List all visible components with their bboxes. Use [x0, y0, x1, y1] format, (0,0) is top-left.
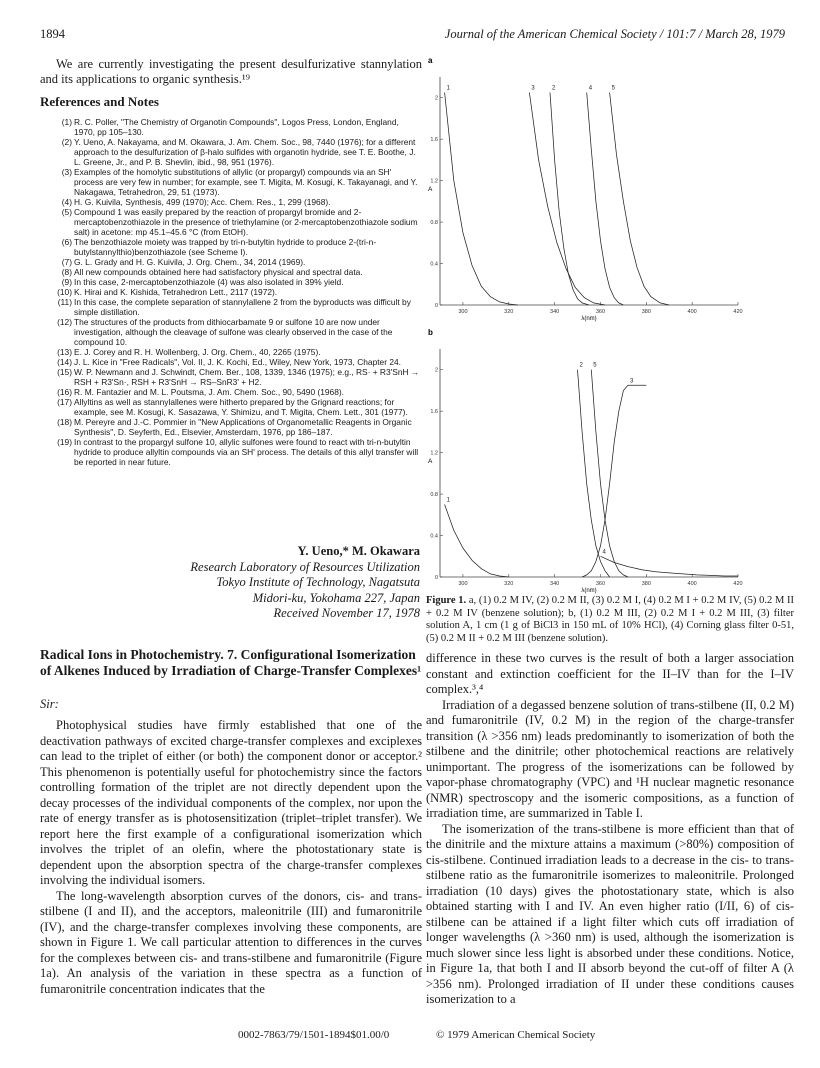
- x-axis-label: λ(nm): [581, 316, 597, 322]
- page-number: 1894: [40, 27, 65, 41]
- y-tick-label: 0.8: [430, 492, 438, 499]
- x-tick-label: 300: [458, 309, 468, 315]
- reference-item: [52, 137, 422, 167]
- x-tick-label: 340: [550, 581, 560, 587]
- footer-code: 0002-7863/79/1501-1894$01.00/0: [238, 1029, 390, 1041]
- reference-item: [52, 277, 422, 287]
- reference-text: J. L. Kice in "Free Radicals", Vol. II, J. K. Kochi, Ed., Wiley, New York, 1973, Chapter 24.: [74, 357, 401, 367]
- reference-item: [52, 267, 422, 277]
- y-tick-label: 0.4: [430, 261, 438, 268]
- panel-label: a: [428, 56, 433, 65]
- reference-item: [52, 317, 422, 347]
- reference-number: (2): [61, 137, 72, 147]
- y-tick-label: 2: [434, 367, 438, 374]
- references-list: [52, 117, 422, 467]
- reference-text: In contrast to the propargyl sulfone 10, allylic sulfones were found to react with tri-n-butyltin hydride to produce allyltin compounds via an SH' process. The details of this allyl transfer will be reported in near future.: [74, 437, 419, 467]
- x-tick-label: 360: [595, 581, 606, 587]
- x-tick-label: 420: [733, 309, 743, 315]
- article-title: Radical Ions in Photochemistry. 7. Configurational Isomerization of Alkenes Induced by Irradiation of Charge-Transfer Complexes¹: [40, 647, 422, 678]
- series-line-2: [550, 93, 589, 306]
- reference-number: (7): [61, 257, 72, 267]
- series-label: 1: [446, 85, 450, 92]
- series-label: 3: [531, 85, 535, 92]
- x-tick-label: 380: [641, 309, 651, 315]
- y-tick-label: 1.6: [430, 409, 438, 416]
- received-date: Received November 17, 1978: [273, 606, 420, 620]
- body-paragraph: The long-wavelength absorption curves of the donors, cis- and trans-stilbene (I and II), and the acceptors, maleonitrile (III) and fumaronitrile (IV), and the charge-transfer complexes involving these components, are shown in Figure 1. We call particular attention to differences in the curves for the complexes between cis- and trans-stilbene and fumaronitrile (Figure 1a). An analysis of the variation in these spectra as a function of fumaronitrile concentration indicates that the: [40, 888, 422, 996]
- reference-text: K. Hirai and K. Kishida, Tetrahedron Lett., 2117 (1972).: [74, 287, 278, 297]
- reference-text: E. J. Corey and R. H. Wollenberg, J. Org. Chem., 40, 2265 (1975).: [74, 347, 321, 357]
- reference-number: (19): [57, 437, 72, 447]
- x-tick-label: 320: [504, 309, 514, 315]
- reference-number: (6): [61, 237, 72, 247]
- reference-item: [52, 237, 422, 257]
- reference-item: [52, 297, 422, 317]
- y-axis-label: A: [428, 186, 433, 193]
- reference-number: (8): [61, 267, 72, 277]
- body-paragraph: The isomerization of the trans-stilbene is more efficient than that of the dinitrile and the mixture attains a maximum (>80%) composition of cis-stilbene. Continued irradiation leads to a decrease in the cis- to trans-stilbene ratio as the fumaronitrile isomerizes to maleonitrile. Prolonged irradiation (10 days) gives the photostationary state, which is also obtained starting with I and IV. An even higher ratio (I/II, 6) of cis-stilbene can be attained if a light filter which cuts off irradiation of longer wavelengths (λ >360 nm) is used, although the isomerization is much slower since less light is absorbed under these conditions. Notice, in Figure 1a, that both I and II absorb beyond the cut-off of filter A (λ >356 nm). Prolonged irradiation of II under these conditions causes isomerization to a: [426, 821, 794, 1006]
- reference-item: [52, 197, 422, 207]
- affiliation-institute: Tokyo Institute of Technology, Nagatsuta: [216, 575, 420, 589]
- reference-item: [52, 367, 422, 387]
- panel-label: b: [428, 328, 433, 337]
- reference-number: (5): [61, 207, 72, 217]
- reference-text: R. M. Fantazier and M. L. Poutsma, J. Am. Chem. Soc., 90, 5490 (1968).: [74, 387, 344, 397]
- x-tick-label: 380: [641, 581, 651, 587]
- series-label: 5: [593, 362, 597, 369]
- references-heading: References and Notes: [40, 94, 159, 109]
- reference-number: (18): [57, 417, 72, 427]
- y-tick-label: 1.2: [430, 450, 438, 457]
- series-label: 2: [579, 362, 583, 369]
- body-paragraph: Irradiation of a degassed benzene solution of trans-stilbene (II, 0.2 M) and fumaronitrile (IV, 0.2 M) in the region of the charge-transfer transition (λ >356 nm) leads predominantly to isomerization of both the stilbene and the dinitrile; other photochemical reactions are relatively unimportant. The progress of the isomerizations can be followed by vapor-phase chromatography (VPC) and ¹H nuclear magnetic resonance (NMR) spectroscopy and the isomeric compositions, as a function of irradiation time, are summarized in Table I.: [426, 697, 794, 820]
- y-tick-label: 1.2: [430, 178, 438, 185]
- reference-item: [52, 437, 422, 467]
- series-line-4: [587, 93, 624, 306]
- affiliation-block: [120, 544, 420, 622]
- reference-number: (11): [57, 297, 72, 307]
- y-tick-label: 0: [434, 303, 438, 309]
- y-axis-label: A: [428, 458, 433, 465]
- reference-number: (4): [61, 197, 72, 207]
- x-tick-label: 340: [550, 309, 560, 315]
- affiliation-lab: Research Laboratory of Resources Utilization: [190, 559, 420, 574]
- series-line-5: [591, 370, 628, 577]
- y-tick-label: 0: [434, 575, 438, 581]
- journal-header: Journal of the American Chemical Society / 101:7 / March 28, 1979: [444, 27, 785, 41]
- x-tick-label: 420: [733, 581, 743, 587]
- reference-number: (12): [57, 317, 72, 327]
- x-tick-label: 300: [458, 581, 468, 587]
- reference-text: Allyltins as well as stannylallenes were hitherto prepared by the Grignard reactions; for example, see M. Kosugi, K. Sasazawa, Y. Shimizu, and T. Migita, Chem. Lett., 301 (1977).: [74, 397, 408, 417]
- reference-number: (9): [61, 277, 72, 287]
- reference-text: The benzothiazole moiety was trapped by tri-n-butyltin hydride to produce 2-(tri-n-butylstannylthio)benzothiazole (see Scheme I).: [74, 237, 377, 257]
- x-axis-label: λ(nm): [581, 588, 597, 594]
- footer-copyright: © 1979 American Chemical Society: [436, 1029, 596, 1041]
- reference-text: In this case, the complete separation of stannylallene 2 from the byproducts was difficult by simple distillation.: [74, 297, 411, 317]
- reference-item: [52, 387, 422, 397]
- reference-text: G. L. Grady and H. G. Kuivila, J. Org. Chem., 34, 2014 (1969).: [74, 257, 306, 267]
- series-label: 2: [552, 85, 556, 92]
- reference-text: M. Pereyre and J.-C. Pommier in "New Applications of Organometallic Reagents in Organic Synthesis", D. Seyferth, Ed., Elsevier, Amsterdam, 1976, pp 186–187.: [74, 417, 412, 437]
- reference-item: [52, 357, 422, 367]
- y-tick-label: 1.6: [430, 137, 438, 144]
- y-tick-label: 0.8: [430, 220, 438, 227]
- reference-number: (10): [57, 287, 72, 297]
- series-line-1: [445, 93, 518, 306]
- series-line-3: [582, 385, 646, 577]
- y-tick-label: 0.4: [430, 533, 438, 540]
- reference-text: All new compounds obtained here had satisfactory physical and spectral data.: [74, 267, 363, 277]
- figure-1a-panel: [428, 56, 743, 322]
- reference-item: [52, 397, 422, 417]
- reference-text: R. C. Poller, "The Chemistry of Organotin Compounds", Logos Press, London, England, 1970, pp 105–130.: [74, 117, 399, 137]
- salutation: Sir:: [40, 697, 59, 711]
- x-tick-label: 400: [687, 309, 697, 315]
- reference-text: Y. Ueno, A. Nakayama, and M. Okawara, J. Am. Chem. Soc., 98, 7440 (1976); for a different approach to the desulfurization of β-halo sulfides with organotin hydride, see T. E. Boothe, J. L. Greene, Jr., and P. B. Shevlin, ibid., 98, 951 (1976).: [74, 137, 416, 167]
- series-label: 5: [611, 85, 615, 92]
- series-label: 4: [588, 85, 593, 92]
- reference-number: (15): [57, 367, 72, 377]
- reference-item: [52, 167, 422, 197]
- reference-number: (14): [57, 357, 72, 367]
- x-tick-label: 320: [504, 581, 514, 587]
- figure-caption-text: a, (1) 0.2 M IV, (2) 0.2 M II, (3) 0.2 M I, (4) 0.2 M I + 0.2 M IV, (5) 0.2 M II + 0.2 M IV (benzene solution); b, (1) 0.2 M III, (2) 0.2 M I + 0.2 M III, (3) filter solution A, 1 cm (1 g of BiCl3 in 150 mL of 10% HCl), (4) Corning glass filter 0-51, (5) 0.2 M II + 0.2 M III (benzene solution).: [426, 595, 794, 644]
- reference-text: Compound 1 was easily prepared by the reaction of propargyl bromide and 2-mercaptobenzothiazole in the presence of triethylamine (or 2-mercaptobenzothiazole sodium salt) in acetone: mp 45.1–45.6 °C (from EtOH).: [74, 207, 418, 237]
- authors: Y. Ueno,* M. Okawara: [297, 544, 420, 558]
- reference-text: Examples of the homolytic substitutions of allylic (or propargyl) compounds via an SH' process are very few in number; for example, see T. Migita, M. Kosugi, K. Takayanagi, and Y. Nakagawa, Tetrahedron, 29, 51 (1973).: [74, 167, 418, 197]
- series-line-3: [529, 93, 605, 306]
- series-line-5: [610, 93, 670, 306]
- reference-number: (13): [57, 347, 72, 357]
- reference-item: [52, 117, 422, 137]
- figure-caption: [426, 595, 794, 645]
- reference-number: (16): [57, 387, 72, 397]
- figure-caption-label: Figure 1.: [426, 595, 467, 606]
- body-paragraph: Photophysical studies have firmly established that one of the deactivation pathways of excited charge-transfer complexes and exciplexes can lead to the triplet of either (or both) the component donor or acceptor.² This phenomenon is potentially useful for photochemistry since the factors controlling formation of the triplet are not directly dependent upon the decay processes of the individual components of the complex, nor upon the rate of energy transfer as is photosensitization (triplet–triplet transfer). We report here the first example of a configurational isomerization which involves the triplet of an olefin, where the photostationary state is dependent upon the absorption spectra of the charge-transfer complexes involving the individual isomers.: [40, 718, 422, 887]
- body-paragraph: difference in these two curves is the result of both a larger association constant and extinction coefficient for the II–IV than for the I–IV complex.³,⁴: [426, 651, 794, 696]
- reference-text: H. G. Kuivila, Synthesis, 499 (1970); Acc. Chem. Res., 1, 299 (1968).: [74, 197, 331, 207]
- intro-paragraph-block: [40, 57, 422, 87]
- x-tick-label: 400: [687, 581, 697, 587]
- series-label: 3: [629, 378, 634, 385]
- figure-1b-panel: [428, 328, 743, 594]
- reference-text: W. P. Newmann and J. Schwindt, Chem. Ber., 108, 1339, 1346 (1975); e.g., RS· + R3'SnH → RSH + R3'Sn·, RSH + R3'SnH → RS–SnR3' + H2.: [74, 367, 420, 387]
- body-right-column: [426, 651, 794, 1008]
- body-left-column: [40, 718, 422, 997]
- series-label: 1: [446, 497, 450, 504]
- reference-item: [52, 287, 422, 297]
- intro-paragraph: We are currently investigating the present desulfurizative stannylation and its applications to organic synthesis.¹⁹: [40, 57, 422, 86]
- reference-text: The structures of the products from dithiocarbamate 9 or sulfone 10 are now under investigation, although the cleavage of sulfone was clearly observed in the case of the compound 10.: [74, 317, 393, 347]
- reference-item: [52, 347, 422, 357]
- affiliation-address: Midori-ku, Yokohama 227, Japan: [252, 590, 420, 605]
- reference-text: In this case, 2-mercaptobenzothiazole (4) was also isolated in 39% yield.: [74, 277, 344, 287]
- reference-number: (17): [57, 397, 72, 407]
- reference-number: (3): [61, 167, 72, 177]
- y-tick-label: 2: [434, 95, 438, 102]
- figure-1: [426, 55, 794, 595]
- series-label: 4: [602, 549, 606, 556]
- reference-number: (1): [61, 117, 72, 127]
- reference-item: [52, 257, 422, 267]
- reference-item: [52, 417, 422, 437]
- x-tick-label: 360: [595, 309, 606, 315]
- reference-item: [52, 207, 422, 237]
- series-line-1: [445, 505, 509, 578]
